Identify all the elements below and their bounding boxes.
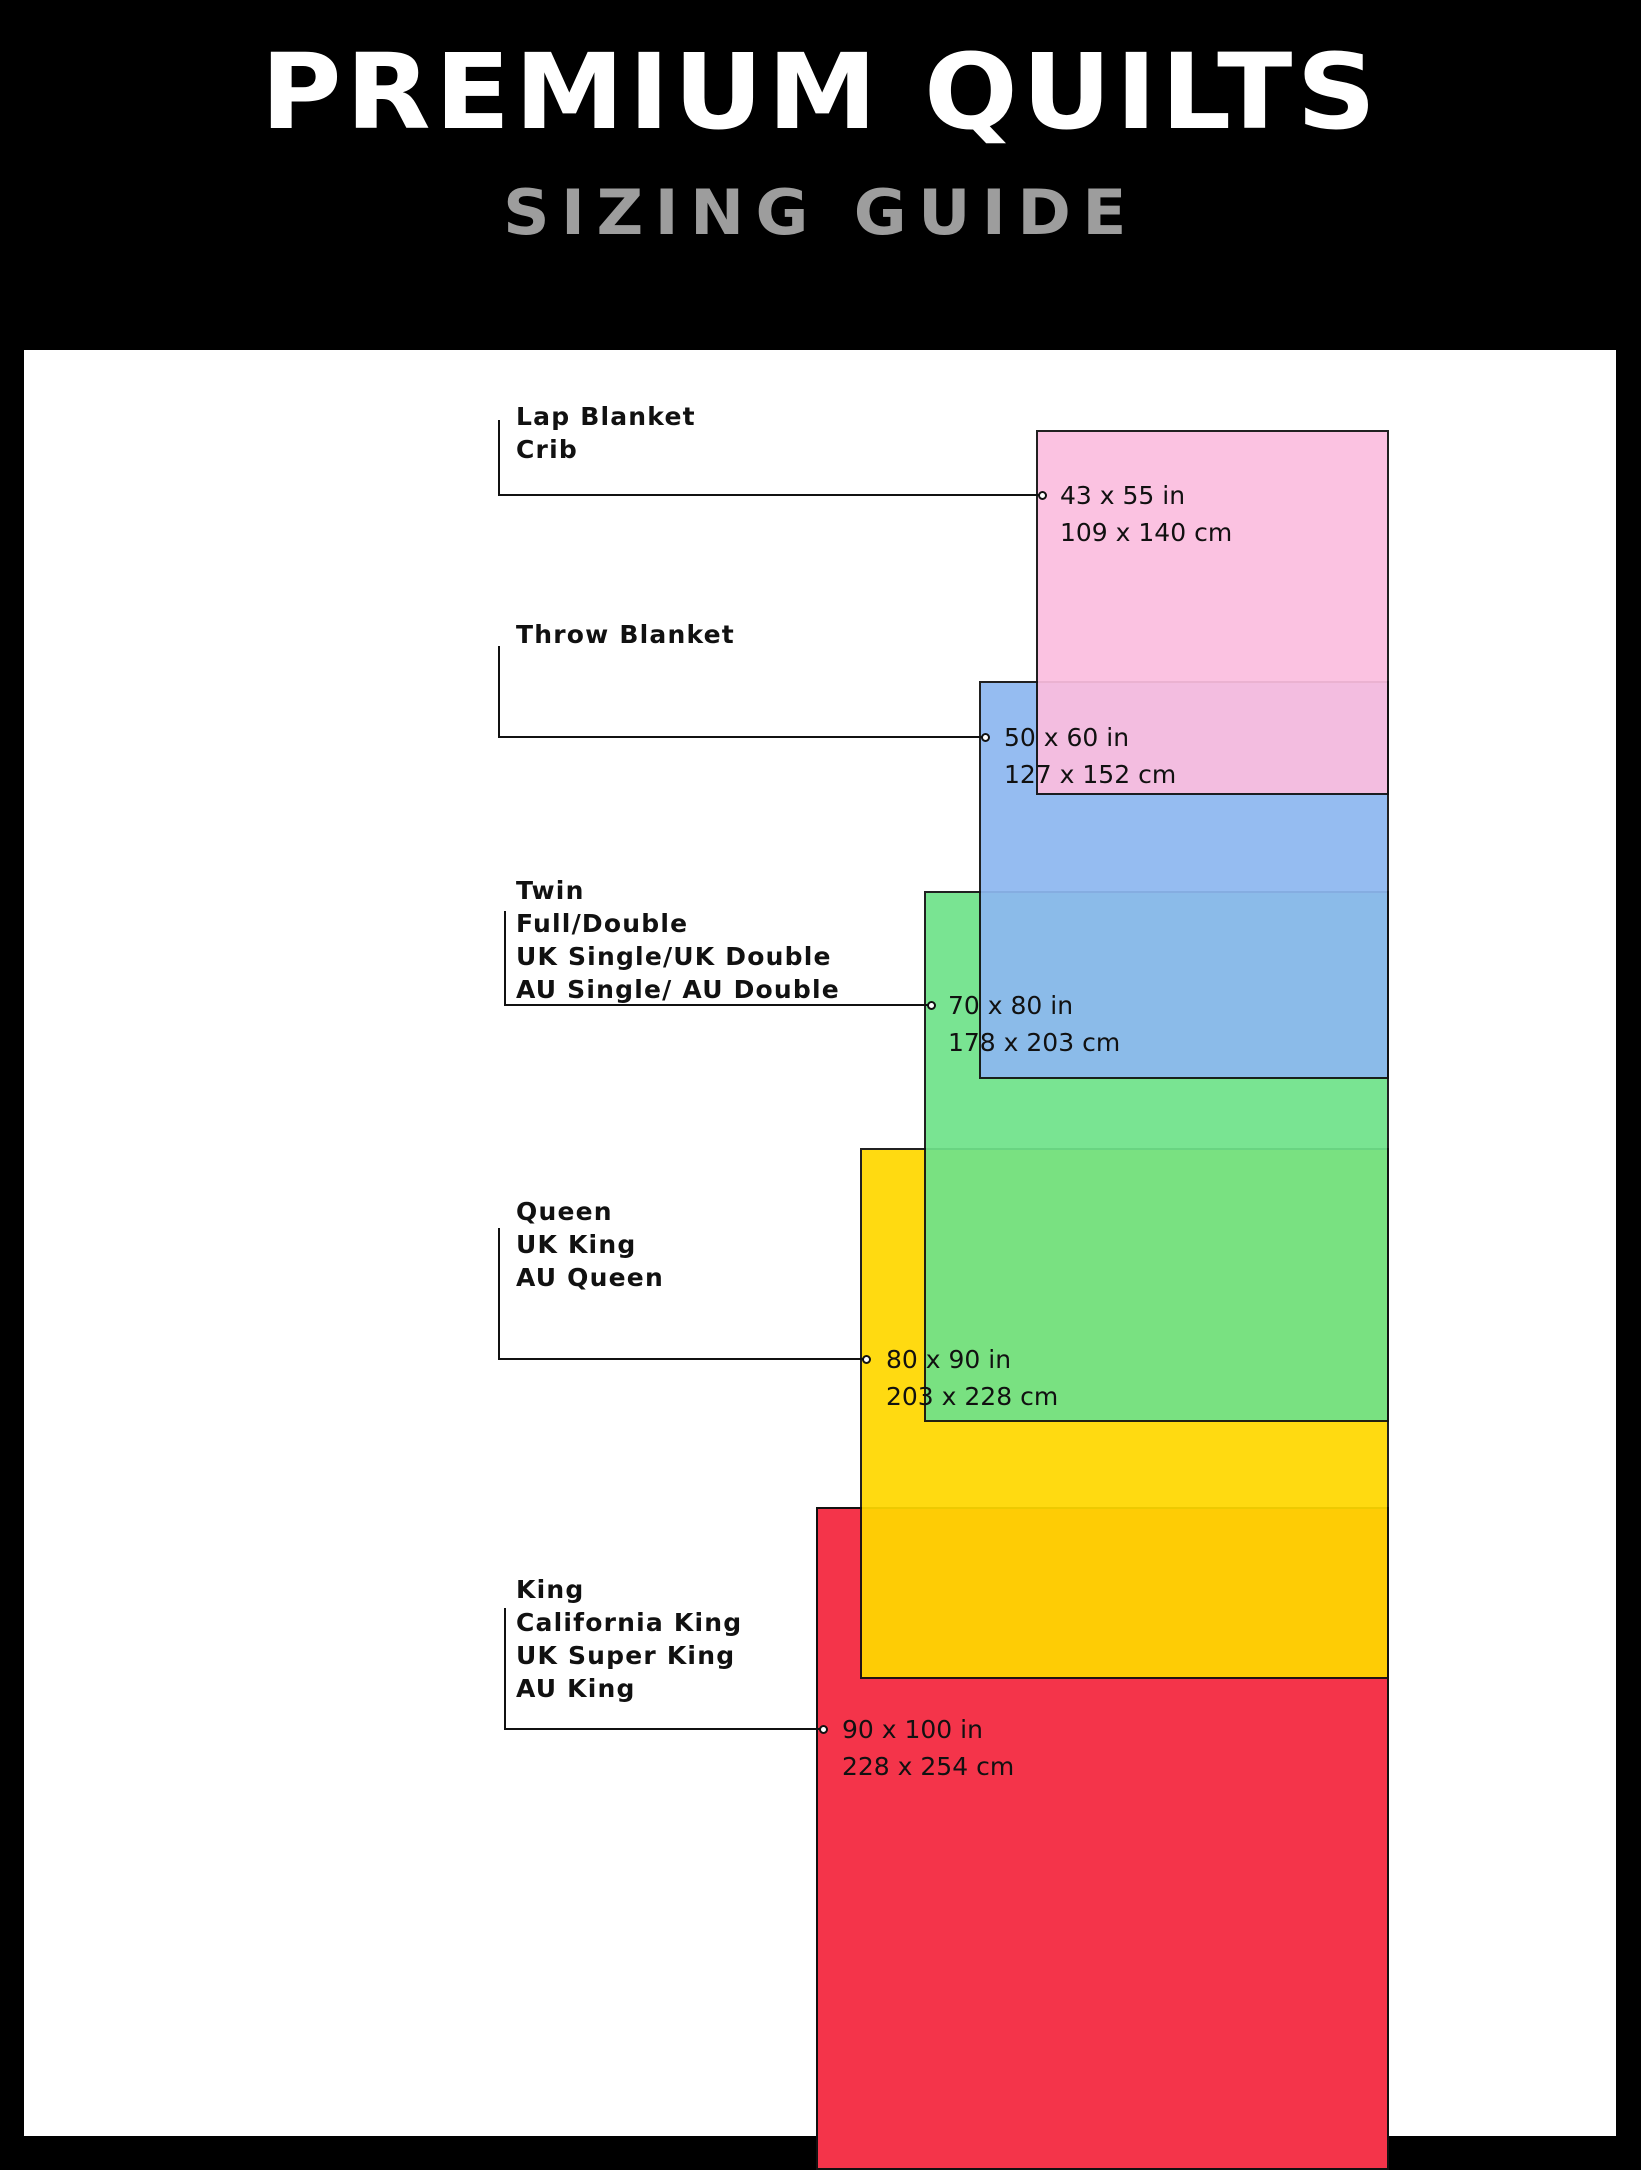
dimension-inches: 70 x 80 in	[948, 991, 1074, 1020]
leader-dot-twin-full	[927, 1001, 936, 1010]
category-name: UK Super King	[516, 1641, 736, 1670]
leader-line-twin-full-vertical	[504, 911, 506, 1006]
category-name: California King	[516, 1608, 743, 1637]
leader-line-throw-horizontal	[498, 736, 987, 738]
dimension-centimeters: 203 x 228 cm	[886, 1382, 1059, 1411]
leader-line-lap-crib-vertical	[498, 420, 500, 495]
category-name: AU King	[516, 1674, 636, 1703]
category-name: Crib	[516, 435, 578, 464]
category-name: Twin	[516, 876, 585, 905]
category-label-twin-full	[516, 874, 840, 1006]
leader-line-queen-horizontal	[498, 1358, 868, 1360]
leader-line-lap-crib-horizontal	[498, 494, 1044, 496]
category-name: Lap Blanket	[516, 402, 696, 431]
dimension-label-queen	[886, 1341, 1058, 1415]
dimension-label-lap-crib	[1060, 477, 1232, 551]
chart-canvas	[24, 350, 1616, 2136]
dimension-centimeters: 127 x 152 cm	[1004, 760, 1177, 789]
category-label-throw	[516, 618, 735, 651]
category-name: UK King	[516, 1230, 637, 1259]
leader-line-queen-vertical	[498, 1228, 500, 1360]
leader-dot-king	[819, 1725, 828, 1734]
category-name: AU Single/ AU Double	[516, 975, 840, 1004]
dimension-inches: 80 x 90 in	[886, 1345, 1012, 1374]
dimension-inches: 50 x 60 in	[1004, 723, 1130, 752]
leader-dot-queen	[862, 1355, 871, 1364]
leader-line-king-horizontal	[504, 1728, 824, 1730]
dimension-inches: 43 x 55 in	[1060, 481, 1186, 510]
dimension-centimeters: 109 x 140 cm	[1060, 518, 1233, 547]
page-subtitle: SIZING GUIDE	[503, 176, 1138, 249]
category-label-king	[516, 1573, 742, 1705]
dimension-centimeters: 178 x 203 cm	[948, 1028, 1121, 1057]
dimension-label-throw	[1004, 719, 1176, 793]
dimension-centimeters: 228 x 254 cm	[842, 1752, 1015, 1781]
leader-dot-lap-crib	[1038, 491, 1047, 500]
dimension-inches: 90 x 100 in	[842, 1715, 983, 1744]
category-label-queen	[516, 1195, 664, 1294]
category-name: UK Single/UK Double	[516, 942, 832, 971]
leader-line-king-vertical	[504, 1608, 506, 1730]
page-title: PREMIUM QUILTS	[260, 31, 1381, 153]
category-name: Full/Double	[516, 909, 689, 938]
dimension-label-twin-full	[948, 987, 1120, 1061]
category-name: Throw Blanket	[516, 620, 735, 649]
category-name: King	[516, 1575, 585, 1604]
dimension-label-king	[842, 1711, 1014, 1785]
category-name: AU Queen	[516, 1263, 664, 1292]
leader-line-throw-vertical	[498, 646, 500, 738]
category-label-lap-crib	[516, 400, 696, 466]
leader-dot-throw	[981, 733, 990, 742]
poster-header	[0, 0, 1641, 330]
category-name: Queen	[516, 1197, 613, 1226]
